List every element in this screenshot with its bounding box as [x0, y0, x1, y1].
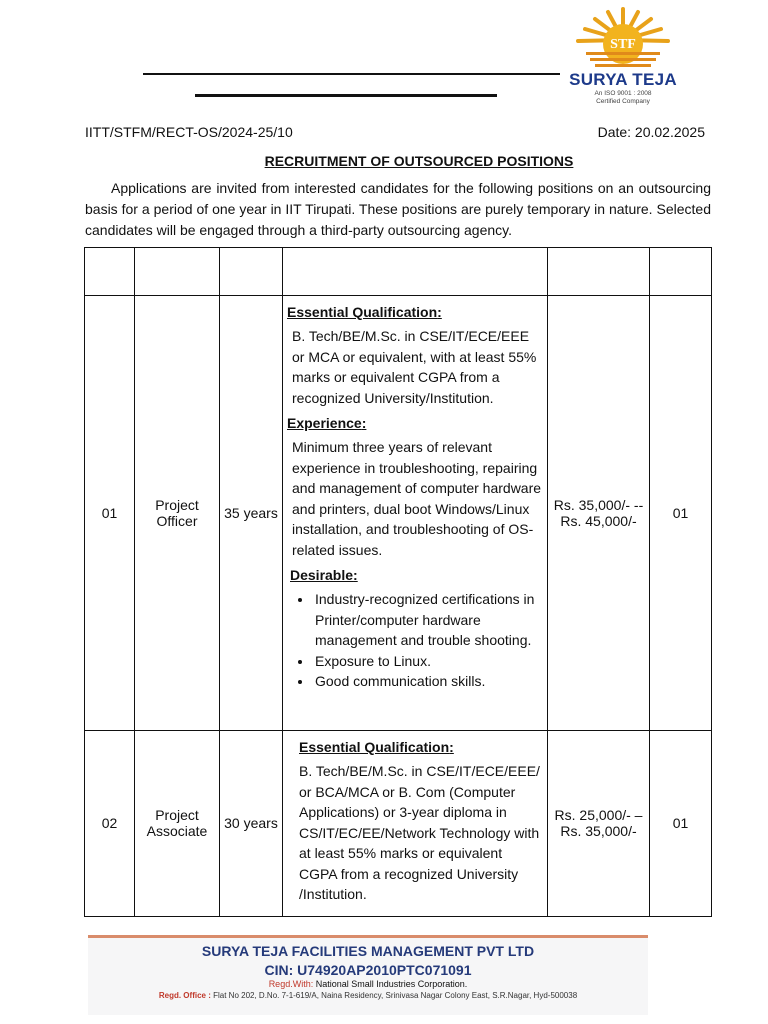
experience-label: Experience:	[287, 415, 367, 431]
footer-company: SURYA TEJA FACILITIES MANAGEMENT PVT LTD	[201, 943, 535, 959]
company-logo	[568, 6, 678, 106]
footer-rule	[88, 935, 648, 938]
essential-text: B. Tech/BE/M.Sc. in CSE/IT/ECE/EEE or MCA or equivalent, with at least 55% marks or equivalent CGPA from a recognized University/Institution.	[292, 328, 537, 406]
logo-name: SURYA TEJA	[569, 70, 677, 89]
experience-text: Minimum three years of relevant experience in troubleshooting, repairing and management of computer hardware and printers, dual boot Windows/Linux installation, and troubleshooting of OS-related issues.	[292, 439, 542, 558]
essential-text: B. Tech/BE/M.Sc. in CSE/IT/ECE/EEE/ or BCA/MCA or B. Com (Computer Applications) or 3-year diploma in CS/IT/EC/EE/Network Technology with at least 55% marks or equivalent CGPA from a recognized University /Institution.	[299, 763, 540, 902]
list-item: • Good communication skills.	[313, 671, 543, 692]
table-row	[85, 731, 712, 917]
essential-label: Essential Qualification:	[287, 304, 442, 320]
age-limit: 35 years	[220, 296, 283, 731]
vacancy-count: 01	[650, 296, 712, 731]
header-rule-top	[143, 73, 560, 75]
header-rule-bottom	[195, 94, 497, 97]
intro-paragraph: Applications are invited from interested candidates for the following positions on an outsourcing basis for a period of one year in IIT Tirupati. These positions are purely temporary in nature. Selected candidates will be engaged through a third-party outsourcing agency.	[85, 180, 711, 238]
positions-table	[84, 247, 712, 917]
salary-range: Rs. 25,000/- – Rs. 35,000/-	[548, 731, 650, 917]
qualification-cell	[283, 296, 548, 731]
age-limit: 30 years	[220, 731, 283, 917]
salary-range: Rs. 35,000/- -- Rs. 45,000/-	[548, 296, 650, 731]
vacancy-count: 01	[650, 731, 712, 917]
logo-iso: An ISO 9001 : 2008 Certified Company	[594, 90, 652, 105]
list-item: • Industry-recognized certifications in Printer/computer hardware management and trouble shooting.	[313, 589, 543, 651]
footer-registration: Regd.With: National Small Industries Corporation.	[268, 979, 468, 989]
list-item: • Exposure to Linux.	[313, 651, 543, 672]
page-title: RECRUITMENT OF OUTSOURCED POSITIONS	[264, 153, 574, 169]
sl-number: 01	[85, 296, 135, 731]
desirable-list	[287, 589, 543, 692]
table-row	[85, 296, 712, 731]
footer-address: Regd. Office : Flat No 202, D.No. 7-1-619/A, Naina Residency, Srinivasa Nagar Colony East, S.R.Nagar, Hyd-500038	[158, 991, 578, 1000]
footer-cin: CIN: U74920AP2010PTC071091	[264, 962, 472, 978]
reference-number: IITT/STFM/RECT-OS/2024-25/10	[85, 124, 293, 140]
essential-label: Essential Qualification:	[299, 739, 454, 755]
post-name: Project Officer	[135, 296, 220, 731]
desirable-label: Desirable:	[290, 567, 358, 583]
logo-initials	[602, 35, 644, 51]
table-header-row	[85, 248, 712, 296]
svg-text:STF: STF	[610, 37, 636, 51]
post-name: Project Associate	[135, 731, 220, 917]
document-date: Date: 20.02.2025	[597, 124, 705, 140]
sl-number: 02	[85, 731, 135, 917]
letterhead-footer	[88, 935, 648, 1015]
qualification-cell	[283, 731, 548, 917]
